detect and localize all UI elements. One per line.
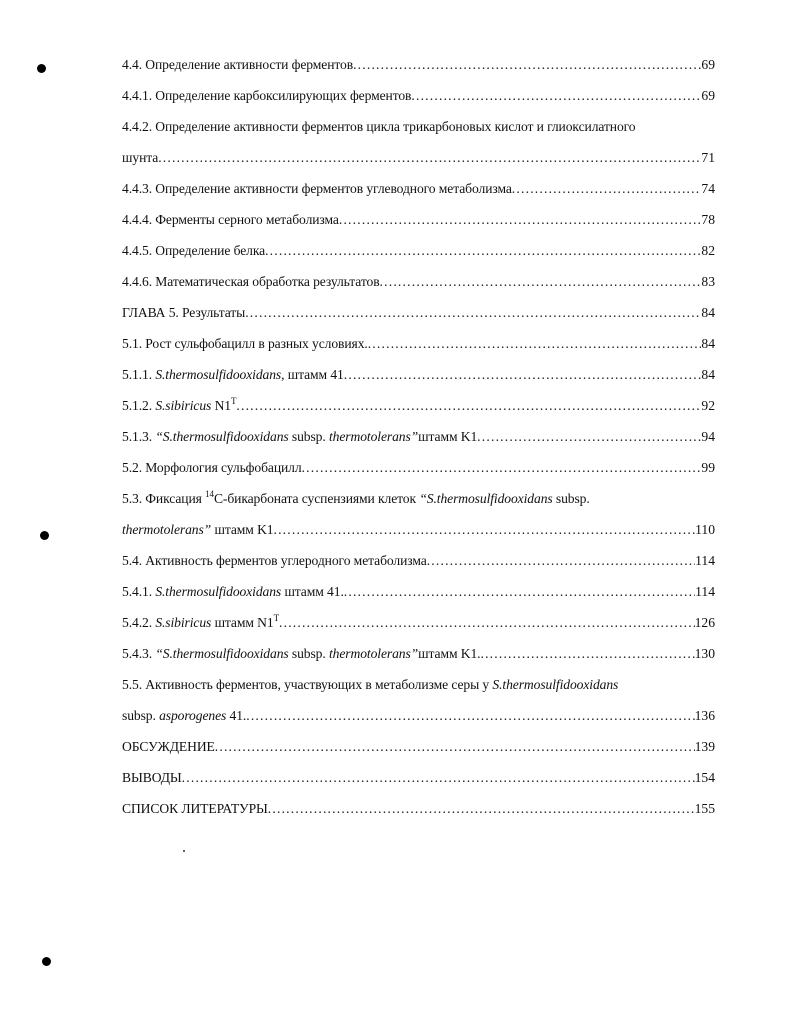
dot-leader [268, 798, 695, 820]
toc-entry-page: 94 [701, 429, 715, 444]
toc-entry-page: 69 [701, 88, 715, 103]
dot-leader [215, 736, 695, 758]
toc-entry [122, 85, 715, 107]
toc-entry-page: 126 [694, 615, 715, 630]
toc-entry-label: 5.4.3. “S.thermosulfidooxidans subsp. thermotolerans”штамм K1. [122, 646, 481, 661]
toc-entry-label: ВЫВОДЫ [122, 770, 182, 785]
toc-entry-page: 136 [694, 708, 715, 723]
toc-entry-label: 4.4.5. Определение белка [122, 243, 266, 258]
scan-speck [183, 850, 185, 852]
punch-hole-bottom [42, 957, 51, 966]
dot-leader [344, 581, 695, 603]
dot-leader [182, 767, 695, 789]
toc-entry-page: 71 [701, 150, 715, 165]
toc-entry-page: 83 [701, 274, 715, 289]
punch-hole-top [37, 64, 46, 73]
dot-leader [273, 519, 695, 541]
toc-entry-page: 74 [701, 181, 715, 196]
toc-entry-label: 4.4.4. Ферменты серного метаболизма [122, 212, 339, 227]
toc-entry-label: 5.1.1. S.thermosulfidooxidans, штамм 41 [122, 367, 344, 382]
toc-entry [122, 426, 715, 448]
toc-entry [122, 550, 715, 572]
toc-entry-label: 5.3. Фиксация $^{14}$С-бикарбоната суспензиями клеток “S.thermosulfidooxidans subsp. [122, 489, 590, 506]
toc-entry [122, 395, 715, 417]
toc-entry-page: 92 [701, 398, 715, 413]
toc-entry-label: 4.4. Определение активности ферментов [122, 57, 354, 72]
toc-entry-continuation [122, 705, 715, 727]
toc-entry-label: ОБСУЖДЕНИЕ [122, 739, 215, 754]
toc-entry-label: 5.1.3. “S.thermosulfidooxidans subsp. thermotolerans”штамм K1 [122, 429, 478, 444]
toc-entry-page: 114 [695, 553, 715, 568]
toc-entry [122, 581, 715, 603]
dot-leader [236, 395, 701, 417]
dot-leader [512, 178, 702, 200]
dot-leader [265, 240, 701, 262]
toc-entry [122, 364, 715, 386]
toc-entry [122, 674, 715, 696]
toc-entry [122, 54, 715, 76]
toc-entry-page: 82 [701, 243, 715, 258]
dot-leader [368, 333, 702, 355]
toc-entry-label: 5.5. Активность ферментов, участвующих в метаболизме серы у S.thermosulfidooxidans [122, 677, 619, 692]
toc-entry-label: 5.4.2. S.sibiricus штамм $N1^T$ [122, 613, 279, 630]
dot-leader [246, 705, 694, 727]
toc-entry-page: 99 [701, 460, 715, 475]
toc-entry [122, 302, 715, 324]
toc-entry-label: 4.4.2. Определение активности ферментов цикла трикарбоновых кислот и глиоксилатного [122, 119, 636, 134]
toc-entry [122, 643, 715, 665]
toc-entry-page: 84 [701, 367, 715, 382]
toc-entry-page: 154 [694, 770, 715, 785]
dot-leader [158, 147, 701, 169]
toc-entry-label: thermotolerans” штамм K1 [122, 522, 274, 537]
toc-entry-label: СПИСОК ЛИТЕРАТУРЫ [122, 801, 268, 816]
dot-leader [339, 209, 702, 231]
toc-entry-label: 4.4.1. Определение карбоксилирующих ферментов [122, 88, 412, 103]
toc-entry-label: 5.4.1. S.thermosulfidooxidans штамм 41. [122, 584, 344, 599]
toc-entry-continuation [122, 519, 715, 541]
toc-entry [122, 116, 715, 138]
toc-entry [122, 488, 715, 510]
toc-entry-label: 5.1. Рост сульфобацилл в разных условиях. [122, 336, 368, 351]
dot-leader [411, 85, 701, 107]
toc-entry [122, 612, 715, 634]
dot-leader [302, 457, 702, 479]
toc-entry [122, 798, 715, 820]
toc-entry-page: 110 [695, 522, 715, 537]
toc-entry [122, 209, 715, 231]
toc-entry-label: 4.4.3. Определение активности ферментов углеводного метаболизма [122, 181, 512, 196]
toc-entry-page: 84 [701, 305, 715, 320]
toc-entry-page: 84 [701, 336, 715, 351]
dot-leader [344, 364, 702, 386]
toc-entry-label: шунта [122, 150, 159, 165]
toc-entry-page: 69 [701, 57, 715, 72]
toc-entry-label: 5.4. Активность ферментов углеродного метаболизма [122, 553, 427, 568]
toc-entry [122, 333, 715, 355]
toc-entry-label: 5.2. Морфология сульфобацилл [122, 460, 302, 475]
toc-entry-page: 114 [695, 584, 715, 599]
toc-entry-page: 78 [701, 212, 715, 227]
toc-entry [122, 736, 715, 758]
toc-entry [122, 178, 715, 200]
dot-leader [279, 612, 695, 634]
toc-entry [122, 457, 715, 479]
toc-entry [122, 271, 715, 293]
toc-entry-label: 4.4.6. Математическая обработка результатов [122, 274, 380, 289]
dot-leader [380, 271, 702, 293]
toc-entry-label: subsp. asporogenes 41. [122, 708, 247, 723]
dot-leader [427, 550, 695, 572]
toc-entry-label: ГЛАВА 5. Результаты [122, 305, 246, 320]
dot-leader [353, 54, 701, 76]
toc-entry-label: 5.1.2. S.sibiricus $N1^T$ [122, 396, 237, 413]
toc-entry [122, 767, 715, 789]
toc-entry-page: 130 [694, 646, 715, 661]
toc-entry-continuation [122, 147, 715, 169]
dot-leader [245, 302, 701, 324]
dot-leader [480, 643, 694, 665]
dot-leader [477, 426, 701, 448]
toc-entry-page: 155 [694, 801, 715, 816]
toc-entry [122, 240, 715, 262]
punch-hole-middle [40, 531, 49, 540]
toc-entry-page: 139 [694, 739, 715, 754]
